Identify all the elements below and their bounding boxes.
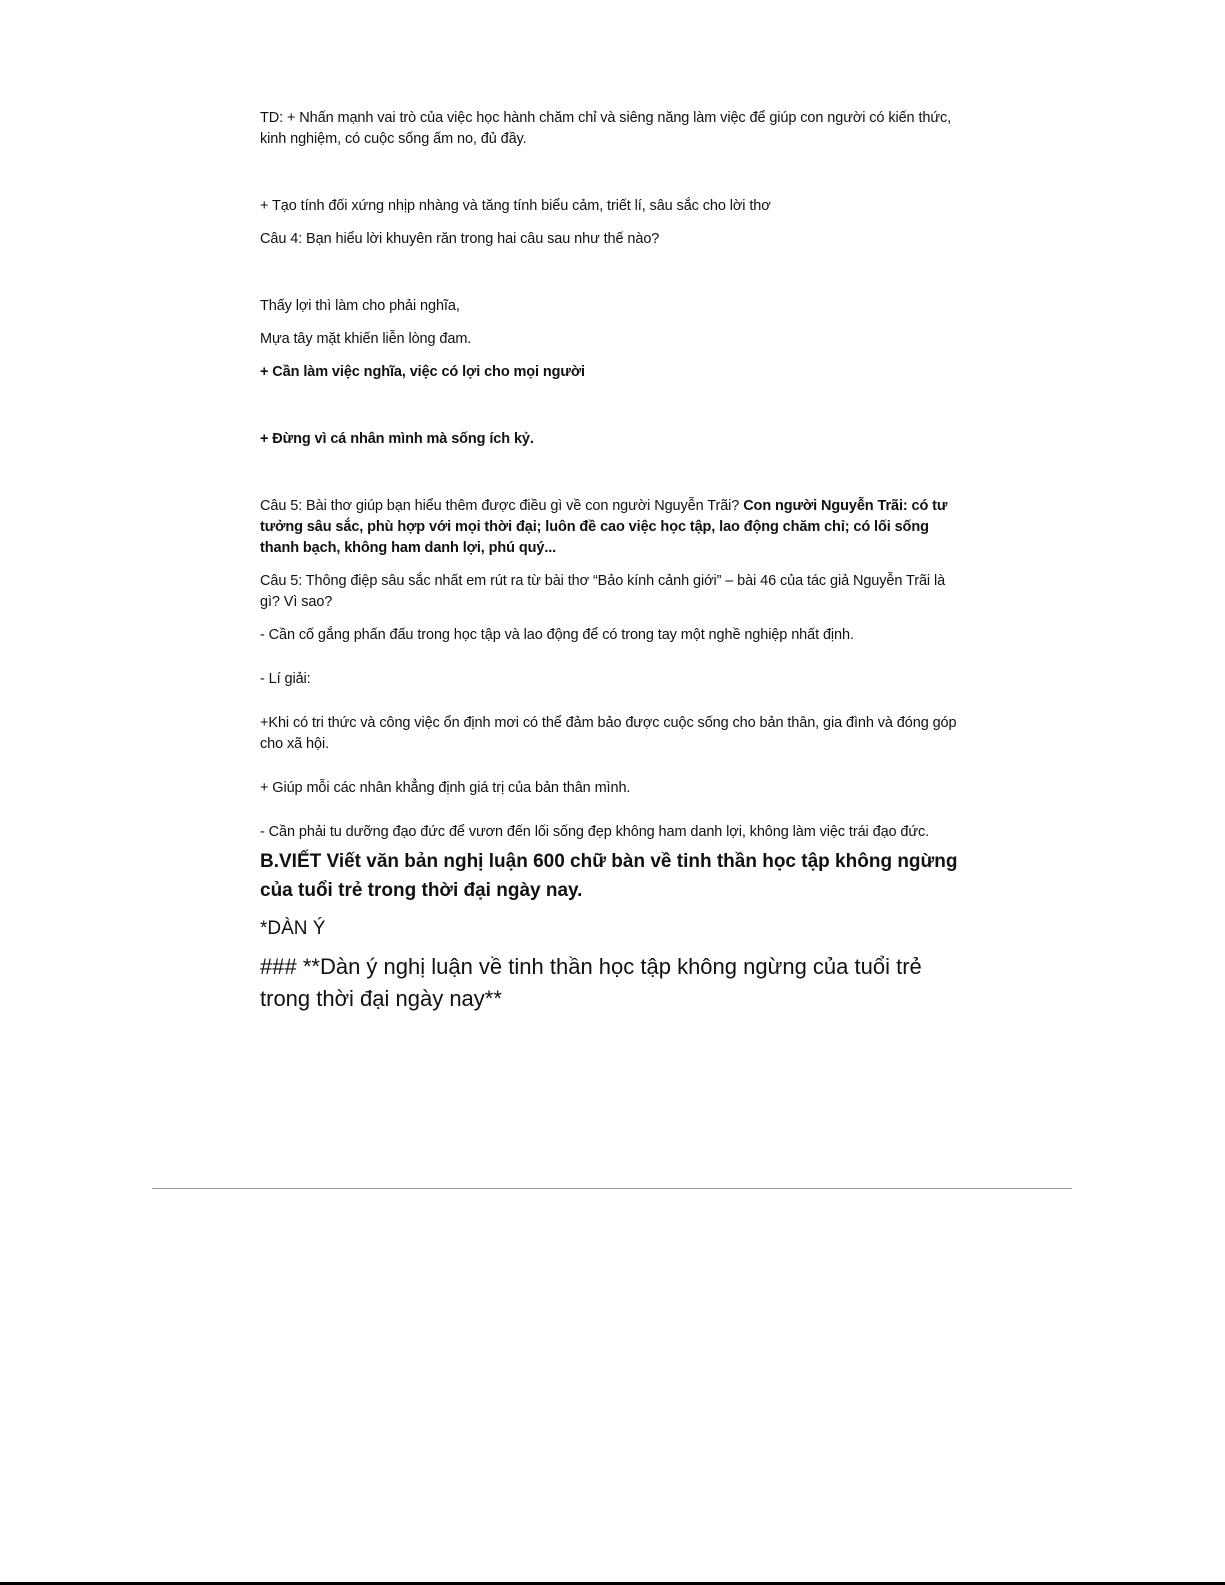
answer-5a: Con người Nguyễn Trãi: có tư tưởng sâu sắc, phù hợp với mọi thời đại; luôn đề cao việc học tập, lao động chăm chỉ; có lối sống thanh bạch, không ham danh lợi, phú quý... [260, 498, 948, 556]
verse-line-2: Mựa tây mặt khiến liễn lòng đam. [260, 331, 472, 347]
td-paragraph: TD: + Nhấn mạnh vai trò của việc học hành chăm chỉ và siêng năng làm việc để giúp con người có kiến thức, kinh nghiệm, có cuộc sống ấm no, đủ đầy. [260, 110, 952, 147]
answer-4a: + Cần làm việc nghĩa, việc có lợi cho mọi người [260, 364, 585, 380]
outline-heading: ### **Dàn ý nghị luận về tinh thần học tập không ngừng của tuổi trẻ trong thời đại ngày nay** [260, 954, 922, 1011]
page-divider [152, 1188, 1072, 1189]
question-5a-text: Câu 5: Bài thơ giúp bạn hiểu thêm được điều gì về con người Nguyễn Trãi? [260, 498, 744, 514]
document-body [260, 108, 960, 1015]
question-5a [260, 496, 960, 559]
message-2: - Cần phải tu dưỡng đạo đức để vươn đến lối sống đẹp không ham danh lợi, không làm việc trái đạo đức. [260, 824, 930, 840]
message-1: - Cần cố gắng phấn đấu trong học tập và lao động để có trong tay một nghề nghiệp nhất định. [260, 627, 854, 643]
reason-1: +Khi có tri thức và công việc ổn định mơi có thể đảm bảo được cuộc sống cho bản thân, gia đình và đóng góp cho xã hội. [260, 715, 957, 752]
answer-4b: + Đừng vì cá nhân mình mà sống ích kỷ. [260, 431, 534, 447]
question-4: Câu 4: Bạn hiểu lời khuyên răn trong hai câu sau như thế nào? [260, 231, 660, 247]
reason-2: + Giúp mỗi các nhân khẳng định giá trị của bản thân mình. [260, 780, 631, 796]
verse-line-1: Thấy lợi thì làm cho phải nghĩa, [260, 298, 460, 314]
outline-label: *DÀN Ý [260, 918, 326, 939]
section-b-heading: B.VIẾT Viết văn bản nghị luận 600 chữ bàn về tinh thần học tập không ngừng của tuổi trẻ trong thời đại ngày nay. [260, 851, 958, 901]
td-paragraph-2: + Tạo tính đối xứng nhịp nhàng và tăng tính biểu cảm, triết lí, sâu sắc cho lời thơ [260, 198, 771, 214]
reason-label: - Lí giải: [260, 671, 311, 687]
question-5b: Câu 5: Thông điệp sâu sắc nhất em rút ra từ bài thơ “Bảo kính cảnh giới” – bài 46 của tác giả Nguyễn Trãi là gì? Vì sao? [260, 573, 946, 610]
